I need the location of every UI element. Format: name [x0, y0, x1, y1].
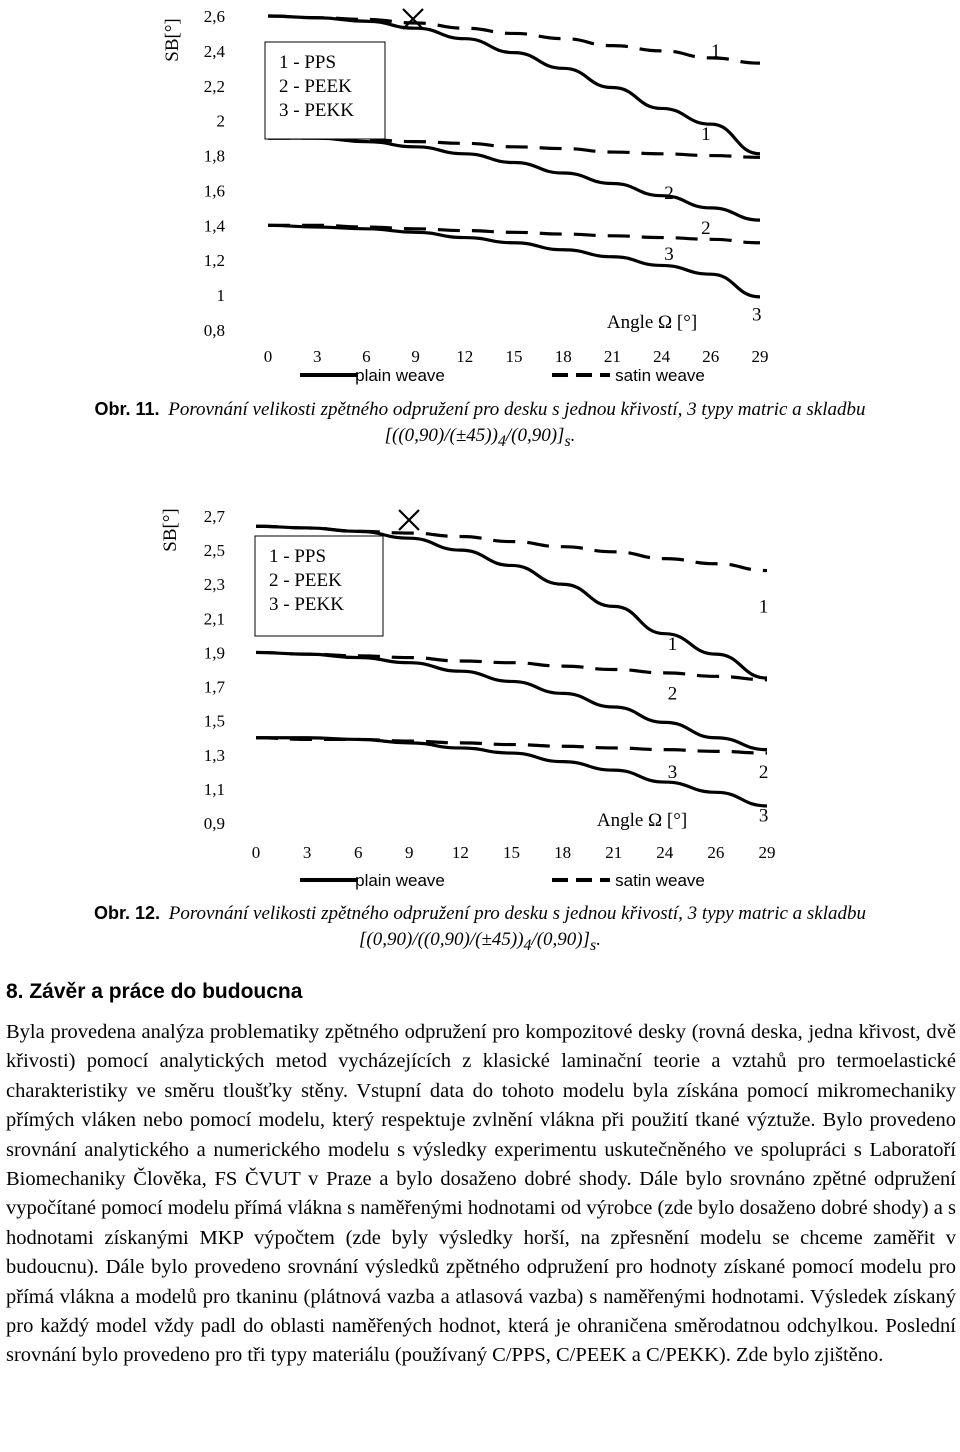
y-tick-label: 1,5: [203, 711, 225, 731]
conclusion-section: [6, 980, 956, 1371]
y-tick-label: 1,1: [203, 779, 225, 799]
x-tick-label: 12: [456, 347, 474, 366]
y-tick-label: 2,2: [203, 76, 225, 96]
x-tick-label: 26: [702, 347, 720, 366]
x-tick-label: 24: [656, 843, 674, 862]
y-axis-label: SB[°]: [162, 18, 183, 62]
figure-11-caption-formula: $[((0,90)/(\pm 45))_4/(0,90)]_s$.: [384, 425, 576, 450]
figure-12-caption-text: Porovnání velikosti zpětného odpružení pro desku s jednou křivostí, 3 typy matric a skladbu: [168, 903, 867, 924]
material-legend-item: 3 - PEKK: [269, 594, 344, 615]
curve-number-label: 2: [701, 218, 711, 240]
plain-weave-line: [268, 138, 760, 220]
x-tick-label: 6: [362, 347, 371, 366]
x-tick-label: 24: [653, 347, 671, 366]
formula-subscript: 4: [497, 432, 506, 450]
y-tick-label: 1,9: [203, 643, 225, 663]
x-axis-label: Angle Ω [°]: [596, 810, 688, 831]
x-tick-label: 15: [505, 347, 523, 366]
figure-12-svg: [0, 490, 960, 900]
x-tick-label: 29: [751, 347, 769, 366]
x-tick-label: 9: [411, 347, 420, 366]
y-tick-label: 1,2: [203, 251, 225, 271]
plain-weave-line: [256, 652, 767, 749]
x-tick-label: 21: [603, 347, 621, 366]
x-tick-label: 0: [251, 843, 261, 862]
y-tick-label: 2,3: [203, 575, 225, 595]
y-tick-label: 2,5: [203, 541, 225, 561]
y-tick-label: 1,4: [203, 216, 225, 236]
material-legend-item: 2 - PEEK: [279, 76, 352, 97]
y-tick-label: 0,8: [203, 321, 225, 340]
figure-12-caption: [0, 900, 960, 959]
y-tick-label: 1,7: [203, 677, 225, 697]
curve-number-label: 1: [701, 123, 711, 145]
x-tick-label: 6: [353, 843, 363, 862]
y-tick-label: 2,4: [203, 41, 225, 61]
legend-plain-label: plain weave: [355, 871, 445, 890]
y-tick-label: 2,6: [203, 7, 225, 26]
plain-weave-line: [268, 225, 760, 297]
curve-number-label: 1: [758, 596, 769, 618]
x-tick-label: 12: [451, 843, 469, 862]
curve-number-label: 1: [667, 634, 678, 656]
x-tick-label: 15: [503, 843, 520, 862]
x-tick-label: 9: [405, 843, 414, 862]
y-axis-label: SB[°]: [160, 508, 181, 552]
figure-12-caption-formula: $[(0,90)/((0,90)/(\pm 45))_4/(0,90)]_s$.: [359, 929, 601, 954]
curve-number-label: 2: [758, 761, 769, 783]
curve-number-label: 3: [758, 805, 769, 827]
x-tick-label: 0: [263, 347, 273, 366]
section-paragraph: Byla provedena analýza problematiky zpětného odpružení pro kompozitové desky (rovná deska, jedna křivost, dvě křivosti) pomocí analytických metod vycházejících z klasické laminační teorie a vztahů pro termoelastické charakteristiky ve směru tloušťky stěny. Vstupní data do tohoto modelu byla získána pomocí mikromechaniky přímých vláken nebo pomocí modelu, který respektuje zvlnění vlákna při použití tkané výztuže. Bylo provedeno srovnání analytického a numerického modelu s výsledky experimentu uskutečněného ve spolupráci s Laboratoří Biomechaniky Člověka, FS ČVUT v Praze a bylo dosaženo dobré shody. Dále bylo srovnáno zpětné odpružení vypočítané pomocí modelu přímá vlákna s naměřenými hodnotami od výrobce (zde bylo dosaženo dobré shody) a s hodnotami získanými MKP výpočtem (zde byly výsledky horší, na zpřesnění modelu se chceme zaměřit v budoucnu). Dále bylo provedeno srovnání výsledků zpětného odpružení pro hodnoty získané pomocí modelu pro přímá vlákna a modelů pro tkaninu (plátnová vazba a atlasová vazba) s naměřenými hodnotami. Výsledek získaný pro každý model vždy padl do oblasti naměřených hodnot, která je ohraničena směrodatnou odchylkou. Poslední srovnání bylo provedeno pro tři typy materiálu (používaný C/PPS, C/PEEK a C/PEKK). Zde bylo zjištěno.: [6, 1021, 956, 1367]
material-legend-item: 3 - PEKK: [279, 100, 354, 121]
x-tick-label: 29: [758, 843, 776, 862]
section-heading: 8. Závěr a práce do budoucna: [6, 980, 303, 1003]
curve-number-label: 2: [664, 183, 674, 205]
figure-11-caption-text: Porovnání velikosti zpětného odpružení pro desku s jednou křivostí, 3 typy matric a skladbu: [168, 399, 866, 420]
figure-11-svg: [0, 0, 960, 400]
y-tick-label: 2,1: [203, 609, 225, 629]
figure-11-caption-label: Obr. 11.: [94, 399, 160, 419]
x-tick-label: 3: [312, 347, 322, 366]
curve-number-label: 3: [664, 244, 674, 266]
y-tick-label: 0,9: [203, 814, 225, 833]
y-tick-label: 1: [216, 286, 225, 306]
figure-11-chart: [0, 0, 960, 400]
curve-number-label: 3: [751, 304, 762, 326]
x-tick-label: 18: [554, 347, 572, 366]
material-legend-item: 1 - PPS: [279, 52, 337, 73]
curve-number-label: 1: [710, 41, 721, 63]
x-tick-label: 26: [707, 843, 725, 862]
y-tick-label: 2,7: [203, 507, 225, 526]
figure-11-caption: [0, 396, 960, 455]
satin-weave-line: [256, 738, 767, 753]
curve-number-label: 2: [667, 683, 678, 705]
x-tick-label: 18: [554, 843, 572, 862]
figure-12-chart: [0, 490, 960, 900]
legend-satin-label: satin weave: [615, 871, 705, 890]
y-tick-label: 1,8: [203, 146, 225, 166]
legend-satin-label: satin weave: [615, 366, 705, 385]
figure-12-caption-label: Obr. 12.: [93, 903, 161, 923]
y-tick-label: 1,6: [203, 181, 225, 201]
formula-subscript: s: [564, 432, 571, 450]
formula-subscript: s: [590, 936, 597, 954]
x-tick-label: 21: [605, 843, 623, 862]
legend-plain-label: plain weave: [355, 366, 445, 385]
plain-weave-line: [256, 738, 767, 806]
material-legend-item: 1 - PPS: [269, 546, 327, 567]
y-tick-label: 1,3: [203, 745, 225, 765]
material-legend-item: 2 - PEEK: [269, 570, 342, 591]
y-tick-label: 2: [216, 111, 225, 131]
formula-subscript: 4: [523, 936, 532, 954]
x-tick-label: 3: [302, 843, 312, 862]
curve-number-label: 3: [667, 761, 678, 783]
x-axis-label: Angle Ω [°]: [606, 312, 698, 333]
satin-weave-line: [256, 652, 767, 679]
